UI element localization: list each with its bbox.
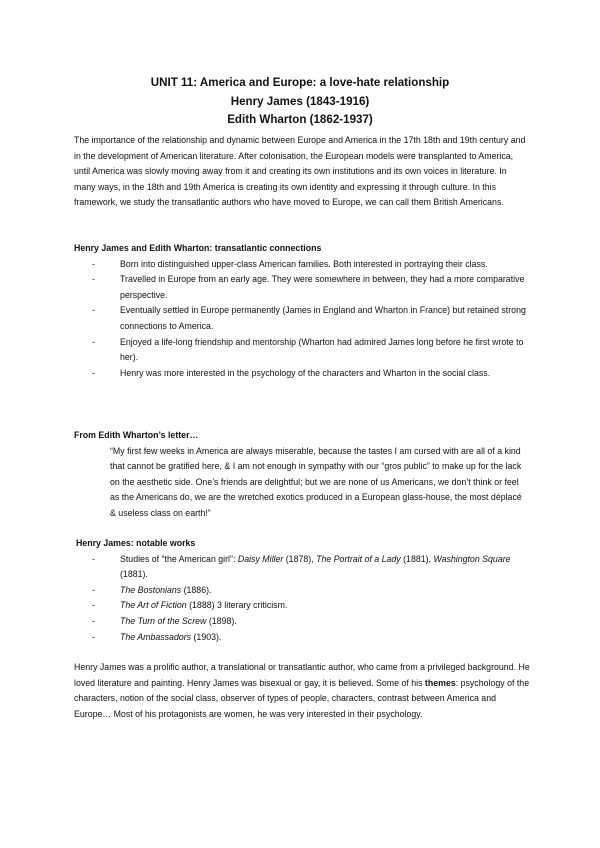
connections-heading: Henry James and Edith Wharton: transatlantic connections [74, 243, 322, 253]
list-item-text: Enjoyed a life-long friendship and mentorship (Wharton had admired James long before he first wrote to her). [120, 336, 524, 363]
works-list [74, 552, 530, 646]
dash-marker: - [92, 584, 95, 595]
work-detail: (1886). [181, 584, 212, 595]
work-title: The Turn of the Screw [120, 615, 207, 626]
author-title-wharton: Edith Wharton (1862-1937) [227, 113, 373, 126]
list-item [74, 366, 530, 382]
works-section [74, 536, 530, 645]
list-item [74, 630, 530, 646]
letter-ellipsis: … [189, 430, 199, 440]
list-item [74, 598, 530, 614]
work-title: The Bostonians [120, 584, 182, 595]
work-year: (1881). [120, 569, 148, 580]
closing-paragraph [74, 660, 530, 722]
connections-section [74, 241, 530, 381]
work-title: Daisy Miller [237, 553, 284, 564]
work-year: (1878), [283, 553, 317, 564]
list-item-text: Eventually settled in Europe permanently (James in England and Wharton in France) but retained strong connections to America. [120, 305, 526, 331]
list-item [74, 272, 530, 303]
closing-themes-label: themes [424, 677, 456, 688]
list-item-text: Henry was more interested in the psychology of the characters and Wharton in the social class. [120, 367, 491, 378]
dash-marker: - [92, 274, 95, 285]
dash-marker: - [92, 367, 95, 378]
dash-marker: - [92, 258, 95, 269]
closing-text: Henry James was a prolific author, a translational or transatlantic author, who came from a privileged background. He loved literature and painting. Henry James was bisexual or gay, it is believed. Some of his [74, 662, 530, 688]
letter-heading: From Edith Wharton’s letter [74, 430, 190, 440]
title-block [0, 74, 600, 130]
work-detail: (1903). [191, 631, 222, 642]
dash-marker: - [92, 615, 95, 626]
dash-marker: - [92, 305, 95, 316]
list-item-text: Born into distinguished upper-class American families. Both interested in portraying their class. [120, 258, 488, 269]
list-item [74, 303, 530, 334]
work-detail: (1898). [206, 615, 237, 626]
dash-marker: - [92, 631, 95, 642]
list-item [74, 614, 530, 630]
work-detail: (1888) 3 literary criticism. [186, 600, 288, 611]
closing-text-rest: : psychology of the characters, notion of the social class, observer of types of people, characters, contrast between America and Europe… Most of his protagonists are women, he was very interested in their psychology. [74, 677, 530, 719]
work-year: (1881), [400, 553, 434, 564]
work-title: Washington Square [433, 553, 511, 564]
letter-heading-line [74, 428, 530, 444]
list-item-text: Travelled in Europe from an early age. They were somewhere in between, they had a more comparative perspective. [120, 274, 525, 300]
unit-title: UNIT 11: America and Europe: a love-hate relationship [150, 76, 450, 89]
dash-marker: - [92, 600, 95, 611]
list-item [74, 583, 530, 599]
dash-marker: - [92, 336, 95, 347]
letter-section [74, 428, 530, 522]
list-item [74, 335, 530, 366]
works-heading: Henry James: notable works [76, 538, 196, 548]
work-title: The Ambassadors [120, 631, 192, 642]
letter-quote: “My first few weeks in America are always miserable, because the tastes I am cursed with are all of a kind that cannot be gratified here, & I am not enough in sympathy with our “gros public” to make up for the lack on the aesthetic side. One’s friends are delightful; but we are none of us Americans, we don’t think or feel as the Americans do, we are the wretched exotics produced in a European glass-house, the most déplacé & useless class on earth!” [110, 445, 522, 518]
work-title: The Art of Fiction [120, 600, 187, 611]
works-prefix: Studies of “the American girl”: [120, 553, 238, 564]
intro-paragraph: The importance of the relationship and dynamic between Europe and America in the 17th 18th and 19th century and in the development of American literature. After colonisation, the European models were transplanted to America, until America was slowly moving away from it and creating its own institutions and its own voices in literature. In many ways, in the 18th and 19th America is creating its own identity and expressing it through culture. In this framework, we study the transatlantic authors who have moved to Europe, we can call them British Americans. [74, 135, 526, 208]
list-item [74, 552, 530, 583]
author-title-james: Henry James (1843-1916) [230, 94, 370, 108]
dash-marker: - [92, 553, 95, 564]
list-item [74, 257, 530, 273]
work-title: The Portrait of a Lady [316, 553, 401, 564]
connections-list [74, 257, 530, 382]
